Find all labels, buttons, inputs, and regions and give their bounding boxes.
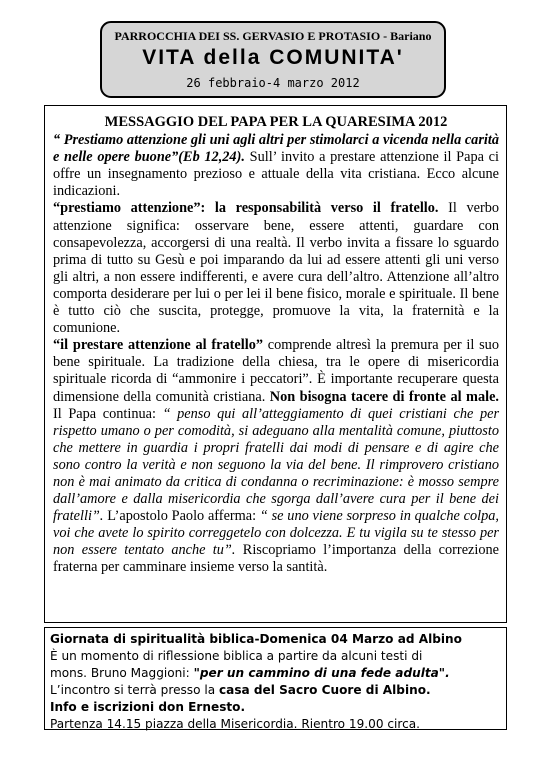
event-line — [50, 665, 500, 682]
event-venue: casa del Sacro Cuore di Albino. — [218, 683, 431, 697]
event-box — [44, 627, 507, 730]
paragraph-text: Il verbo attenzione significa: osservare bene, essere attenti, guardare con consapevolezza, accorgersi di una realtà. Il verbo invita a fissare lo sguardo prima di tutto su Gesù e poi imparando da lui ad essere attenti gli uni verso gli altri, a non essere indifferenti, e avere cura dell’altro. Attenzione all’altro comporta desiderare per lui o per lei il bene fisico, morale e spirituale. Il bene è tutto ciò che suscita, protegge, promuove la vita, la fraternità e la comunione. — [53, 200, 499, 337]
paul-quote: “ se uno viene sorpreso in qualche colpa, voi che avete lo spirito correggetelo con dolcezza. E tu vigila su te stesso per non essere tentato anche tu”. — [53, 508, 499, 559]
message-paragraph-1 — [53, 132, 499, 200]
bible-quote: “ Prestiamo attenzione gli uni agli altri per stimolarci a vicenda nella carità e nelle opere buone”(Eb 12,24). — [53, 132, 499, 166]
event-info: Info e iscrizioni don Ernesto. — [50, 700, 246, 714]
event-text: L’incontro si terrà presso la — [50, 683, 219, 697]
paragraph-text: L’apostolo Paolo afferma: — [103, 508, 260, 525]
message-paragraph-2 — [53, 200, 499, 337]
bulletin-dates: 26 febbraio-4 marzo 2012 — [186, 76, 360, 90]
pope-quote: “ penso qui all’atteggiamento di quei cristiani che per rispetto umano o per comodità, si adeguano alla mentalità comune, piuttosto che mettere in guardia i propri fratelli dai modi di pensare e di agire che sono contro la verità e non seguono la via del bene. Il rimprovero cristiano non è mai animato da critica di condanna o recriminazione: è mosso sempre dall’amore e dalla misericordia che sgorga dall’avere cura per il bene dei fratelli”. — [53, 405, 500, 525]
event-schedule: Partenza 14.15 piazza della Misericordia. Rientro 19.00 circa. — [50, 717, 420, 731]
message-paragraph-3 — [53, 337, 499, 576]
parish-name: PARROCCHIA DEI SS. GERVASIO E PROTASIO - Bariano — [114, 29, 432, 43]
paragraph-text: comprende altresì la premura per il suo bene spirituale. La tradizione della chiesa, tra le opere di misericordia spirituale ricorda di “ammonire i peccatori”. È importante recuperare questa dimensione della comunità cristiana. — [53, 337, 499, 405]
event-title: Giornata di spiritualità biblica-Domenica 04 Marzo ad Albino — [50, 632, 462, 646]
bulletin-title: VITA della COMUNITA' — [142, 46, 404, 69]
event-text: mons. Bruno Maggioni: — [50, 666, 194, 680]
section-heading-brother: “il prestare attenzione al fratello” — [53, 337, 263, 354]
paragraph-text: Il Papa continua: — [53, 405, 163, 422]
emphasis-text: Non bisogna tacere di fronte al male. — [269, 388, 499, 405]
bulletin-header — [100, 21, 446, 98]
paragraph-text: Sull’ invito a prestare attenzione il Papa ci offre un insegnamento prezioso e attuale della vita cristiana. Ecco alcune indicazioni. — [53, 149, 499, 200]
event-line: È un momento di riflessione biblica a partire da alcuni testi di — [50, 649, 423, 663]
event-quote: "per un cammino di una fede adulta". — [193, 666, 450, 680]
event-line — [50, 682, 500, 699]
pope-message-box — [44, 105, 507, 623]
paragraph-text: Riscopriamo l’importanza della correzione fraterna per camminare insieme verso la santità. — [53, 542, 499, 576]
section-heading-attention: “prestiamo attenzione”: la responsabilità verso il fratello. — [53, 200, 439, 217]
message-heading: MESSAGGIO DEL PAPA PER LA QUARESIMA 2012 — [104, 114, 448, 130]
